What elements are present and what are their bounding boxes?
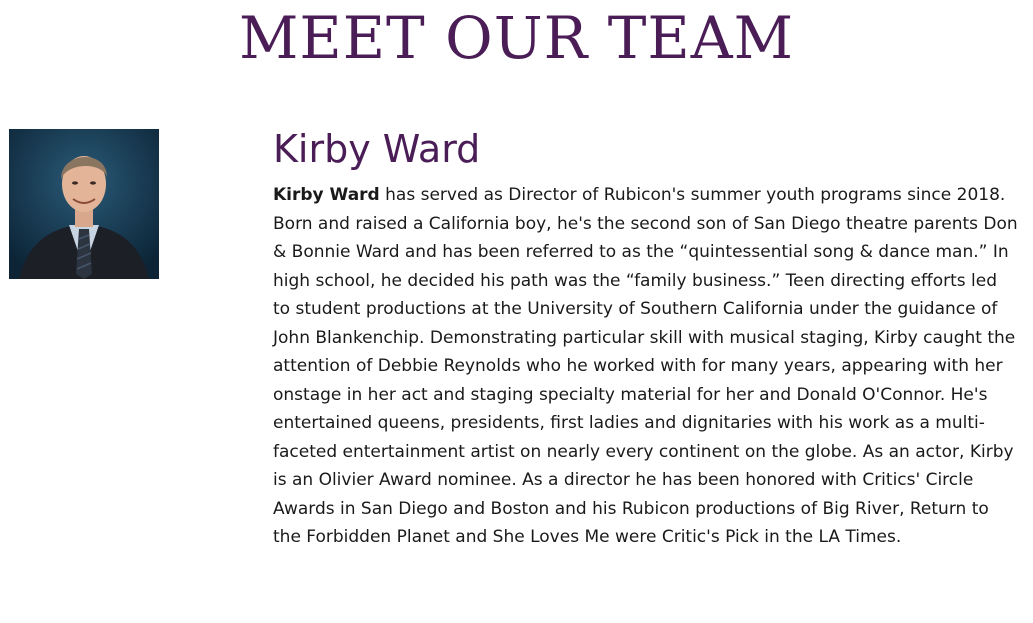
bio-name: Kirby Ward: [273, 185, 380, 205]
profile-name: Kirby Ward: [273, 127, 481, 171]
profile-bio: [273, 181, 1019, 552]
page-title: MEET OUR TEAM: [238, 4, 795, 72]
profile-photo: [9, 129, 159, 279]
bio-text: has served as Director of Rubicon's summer youth programs since 2018. Born and raised a California boy, he's the second son of San Diego theatre parents Don & Bonnie Ward and has been referred to as the “quintessential song & dance man.” In high school, he decided his path was the “family business.” Teen directing efforts led to student productions at the University of Southern California under the guidance of John Blankenchip. Demonstrating particular skill with musical staging, Kirby caught the attention of Debbie Reynolds who he worked with for many years, appearing with her onstage in her act and staging specialty material for her and Donald O'Connor. He's entertained queens, presidents, first ladies and dignitaries with his work as a multi-faceted entertainment artist on nearly every continent on the globe. As an actor, Kirby is an Olivier Award nominee. As a director he has been honored with Critics' Circle Awards in San Diego and Boston and his Rubicon productions of Big River, Return to the Forbidden Planet and She Loves Me were Critic's Pick in the LA Times.: [273, 185, 1018, 547]
